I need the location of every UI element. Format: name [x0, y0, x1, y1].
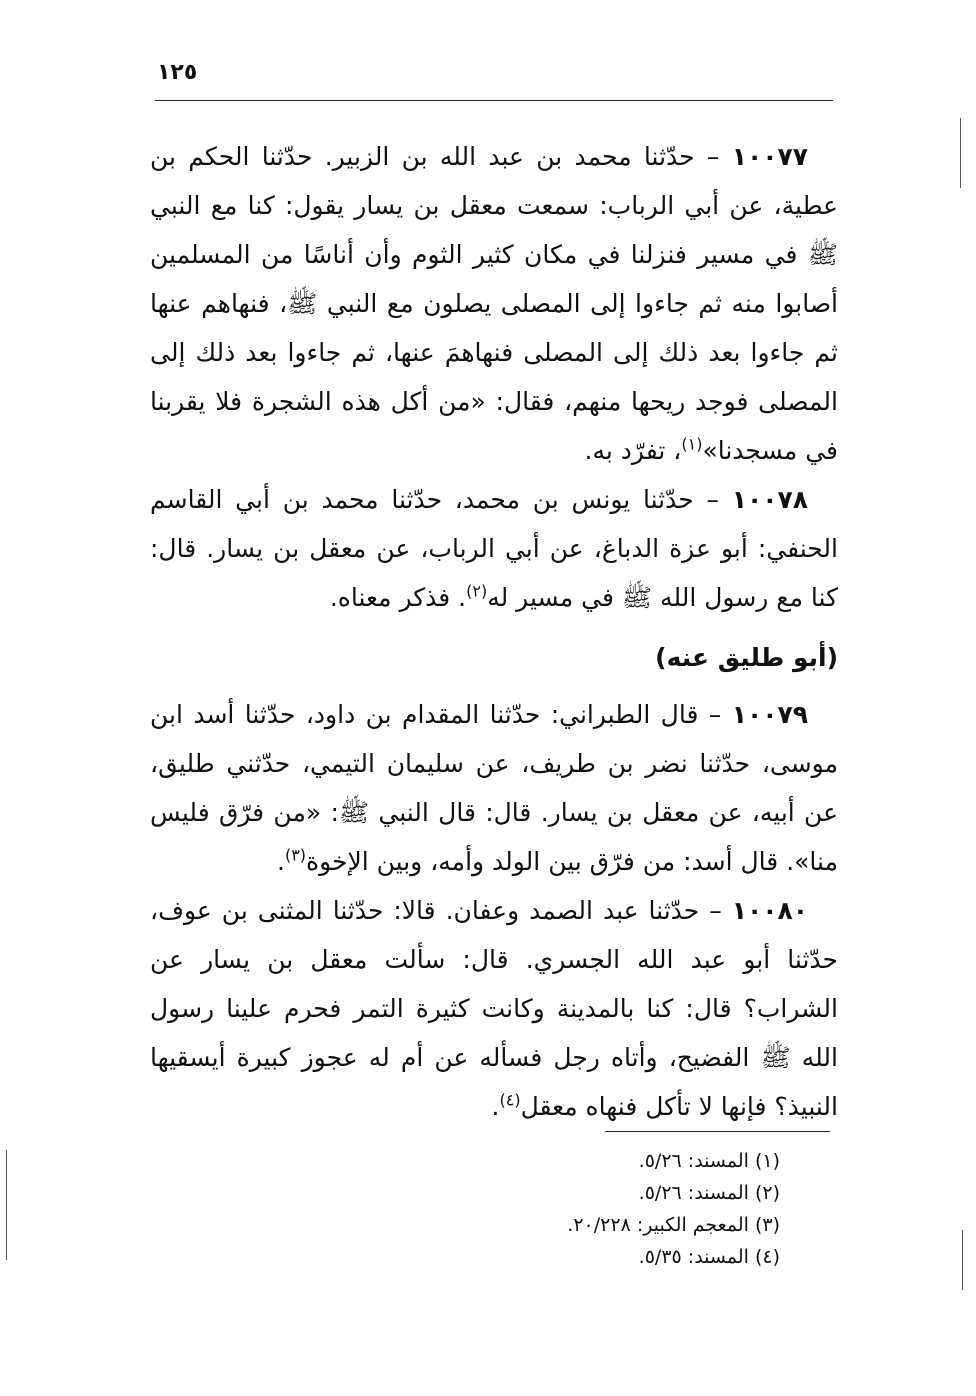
hadith-tail: . — [491, 1092, 500, 1121]
footnote-rule — [605, 1131, 830, 1132]
hadith-tail: . فذكر معناه. — [329, 583, 467, 612]
hadith-paragraph — [150, 132, 838, 475]
hadith-number: ١٠٠٧٨ — [731, 485, 808, 514]
body-text — [150, 132, 838, 1131]
hadith-number: ١٠٠٧٧ — [731, 142, 808, 171]
footnote-reference: (٤) — [499, 1090, 521, 1110]
section-heading: (أبو طليق عنه) — [655, 643, 838, 672]
footnotes — [360, 1145, 780, 1273]
footnote-reference: (٢) — [466, 581, 488, 601]
hadith-text: – حدّثنا عبد الصمد وعفان. قالا: حدّثنا المثنى بن عوف، حدّثنا أبو عبد الله الجسري. قال: سألت معقل بن يسار عن الشراب؟ قال: كنا بالمدينة وكانت كثيرة التمر فحرم علينا رسول الله ﷺ الفضيح، وأتاه رجل فسأله عن أم له عجوز كبيرة أيسقيها النبيذ؟ فإنها لا تأكل فنهاه معقل — [150, 896, 838, 1121]
hadith-paragraph — [150, 475, 838, 622]
hadith-text: – حدّثنا محمد بن عبد الله بن الزبير. حدّثنا الحكم بن عطية، عن أبي الرباب: سمعت معقل بن يسار يقول: كنا مع النبي ﷺ في مسير فنزلنا في مكان كثير الثوم وأن أناسًا من المسلمين أصابوا منه ثم جاءوا إلى المصلى يصلون مع النبي ﷺ، فنهاهم عنها ثم جاءوا بعد ذلك إلى المصلى فنهاهمَ عنها، ثم جاءوا بعد ذلك إلى المصلى فوجد ريحها منهم، فقال: «من أكل هذه الشجرة فلا يقربنا في مسجدنا» — [150, 142, 838, 465]
hadith-tail: ، تفرّد به. — [584, 436, 682, 465]
hadith-text: – قال الطبراني: حدّثنا المقدام بن داود، حدّثنا أسد ابن موسى، حدّثنا نضر بن طريف، عن سليمان التيمي، حدّثني طليق، عن أبيه، عن معقل بن يسار. قال: قال النبي ﷺ: «من فرّق فليس منا». قال أسد: من فرّق بين الولد وأمه، وبين الإخوة — [150, 700, 838, 876]
hadith-tail: . — [276, 847, 285, 876]
hadith-paragraph — [150, 690, 838, 886]
scan-margin-mark — [960, 118, 961, 188]
footnote-reference: (١) — [681, 434, 703, 454]
footnote-item: (١) المسند: ٥/٢٦. — [638, 1150, 780, 1172]
scan-margin-mark — [962, 1230, 963, 1290]
footnote-item: (٣) المعجم الكبير: ٢٠/٢٢٨. — [567, 1214, 780, 1236]
footnote-item: (٢) المسند: ٥/٢٦. — [638, 1182, 780, 1204]
hadith-paragraph — [150, 886, 838, 1131]
header-rule — [155, 100, 833, 101]
hadith-number: ١٠٠٨٠ — [731, 896, 808, 925]
hadith-number: ١٠٠٧٩ — [731, 700, 808, 729]
hadith-text: – حدّثنا يونس بن محمد، حدّثنا محمد بن أبي القاسم الحنفي: أبو عزة الدباغ، عن أبي الرباب، عن معقل بن يسار. قال: كنا مع رسول الله ﷺ في مسير له — [150, 485, 838, 612]
footnote-reference: (٣) — [284, 845, 307, 865]
footnote-item: (٤) المسند: ٥/٣٥. — [638, 1246, 780, 1268]
scan-margin-mark — [6, 1150, 7, 1260]
page-number: ١٢٥ — [157, 60, 198, 85]
